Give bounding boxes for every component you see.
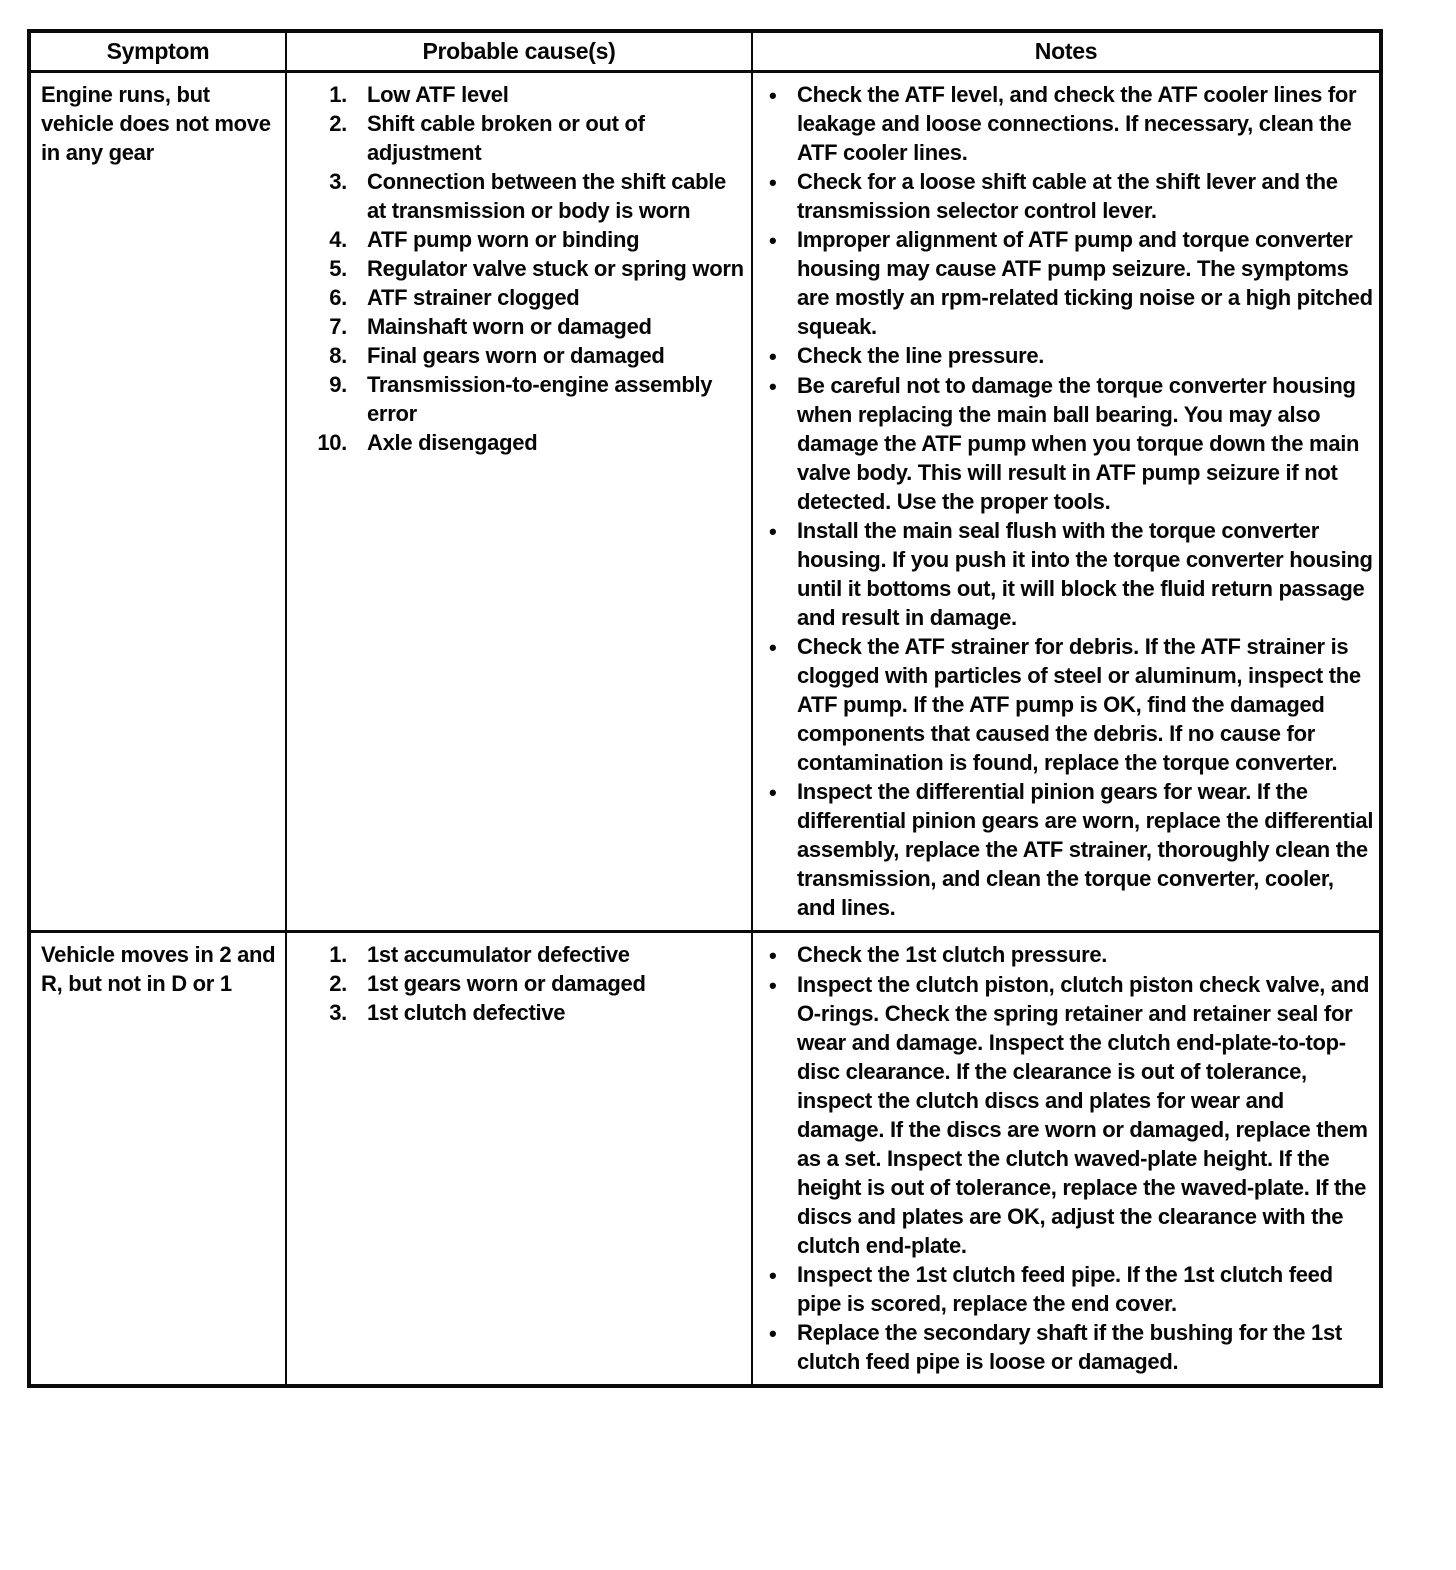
- notes-list: [769, 940, 1375, 1376]
- note-text: Check the 1st clutch pressure.: [797, 942, 1108, 967]
- cause-number: 9.: [329, 372, 347, 397]
- cause-text: Mainshaft worn or damaged: [367, 314, 652, 339]
- causes-cell: [285, 933, 751, 1384]
- bullet-icon: [769, 940, 797, 970]
- bullet-icon: [769, 516, 797, 632]
- column-header-probable-causes: Probable cause(s): [285, 33, 751, 70]
- cause-text: Final gears worn or damaged: [367, 343, 665, 368]
- bullet-icon: [769, 341, 797, 371]
- cause-number: 6.: [329, 285, 347, 310]
- cause-text: 1st accumulator defective: [367, 942, 630, 967]
- note-text: Be careful not to damage the torque converter housing when replacing the main ball bearing. You may also damage the ATF pump when you torque down the main valve body. This will result in ATF pump seizure if not detected. Use the proper tools.: [797, 373, 1360, 514]
- note-text: Check the line pressure.: [797, 343, 1045, 368]
- cause-text: ATF pump worn or binding: [367, 227, 640, 252]
- cause-number: 5.: [329, 256, 347, 281]
- cause-text: Regulator valve stuck or spring worn: [367, 256, 744, 281]
- cause-text: Low ATF level: [367, 82, 509, 107]
- cause-number: 2.: [329, 971, 347, 996]
- note-text: Improper alignment of ATF pump and torque converter housing may cause ATF pump seizure. The symptoms are mostly an rpm-related ticking noise or a high pitched squeak.: [797, 227, 1373, 339]
- cause-item: [301, 341, 745, 370]
- note-item: [769, 1260, 1375, 1318]
- bullet-icon: [769, 1318, 797, 1376]
- note-item: [769, 632, 1375, 777]
- notes-cell: [751, 73, 1379, 930]
- bullet-icon: [769, 632, 797, 777]
- cause-number: 1.: [329, 942, 347, 967]
- cause-item: [301, 428, 745, 457]
- note-text: Replace the secondary shaft if the bushing for the 1st clutch feed pipe is loose or damaged.: [797, 1320, 1342, 1374]
- note-item: [769, 167, 1375, 225]
- cause-number: 8.: [329, 343, 347, 368]
- note-item: [769, 940, 1375, 970]
- note-text: Check for a loose shift cable at the shift lever and the transmission selector control lever.: [797, 169, 1338, 223]
- bullet-icon: [769, 225, 797, 341]
- symptom-cell: [31, 933, 285, 1384]
- cause-item: [301, 940, 745, 969]
- notes-cell: [751, 933, 1379, 1384]
- cause-item: [301, 167, 745, 225]
- causes-list: [301, 940, 745, 1027]
- bullet-icon: [769, 371, 797, 516]
- cause-number: 3.: [329, 1000, 347, 1025]
- troubleshooting-table: [27, 29, 1383, 1388]
- note-text: Install the main seal flush with the torque converter housing. If you push it into the torque converter housing until it bottoms out, it will block the fluid return passage and result in damage.: [797, 518, 1373, 630]
- symptom-cell: [31, 73, 285, 930]
- bullet-icon: [769, 1260, 797, 1318]
- cause-number: 3.: [329, 169, 347, 194]
- cause-item: [301, 969, 745, 998]
- cause-item: [301, 109, 745, 167]
- cause-text: 1st gears worn or damaged: [367, 971, 646, 996]
- cause-item: [301, 80, 745, 109]
- column-header-notes: Notes: [751, 33, 1379, 70]
- cause-text: Connection between the shift cable at transmission or body is worn: [367, 169, 726, 223]
- causes-cell: [285, 73, 751, 930]
- cause-item: [301, 283, 745, 312]
- note-item: [769, 371, 1375, 516]
- note-item: [769, 777, 1375, 922]
- note-item: [769, 80, 1375, 167]
- note-text: Inspect the 1st clutch feed pipe. If the 1st clutch feed pipe is scored, replace the end cover.: [797, 1262, 1333, 1316]
- cause-text: 1st clutch defective: [367, 1000, 566, 1025]
- cause-number: 10.: [317, 430, 347, 455]
- note-text: Inspect the differential pinion gears for wear. If the differential pinion gears are worn, replace the differential assembly, replace the ATF strainer, thoroughly clean the transmission, and clean the torque converter, cooler, and lines.: [797, 779, 1374, 920]
- cause-number: 4.: [329, 227, 347, 252]
- cause-item: [301, 225, 745, 254]
- table-row: [31, 930, 1379, 1384]
- cause-item: [301, 998, 745, 1027]
- note-item: [769, 970, 1375, 1260]
- note-text: Check the ATF level, and check the ATF cooler lines for leakage and loose connections. If necessary, clean the ATF cooler lines.: [797, 82, 1357, 165]
- note-item: [769, 1318, 1375, 1376]
- cause-item: [301, 254, 745, 283]
- note-item: [769, 341, 1375, 371]
- bullet-icon: [769, 80, 797, 167]
- symptom-text: Vehicle moves in 2 and R, but not in D or 1: [41, 942, 276, 996]
- table-header-row: [31, 33, 1379, 73]
- cause-number: 7.: [329, 314, 347, 339]
- cause-number: 1.: [329, 82, 347, 107]
- cause-text: Shift cable broken or out of adjustment: [367, 111, 645, 165]
- cause-item: [301, 312, 745, 341]
- cause-text: ATF strainer clogged: [367, 285, 580, 310]
- note-item: [769, 225, 1375, 341]
- table-row: [31, 73, 1379, 930]
- note-text: Check the ATF strainer for debris. If the ATF strainer is clogged with particles of steel or aluminum, inspect the ATF pump. If the ATF pump is OK, find the damaged components that caused the debris. If no cause for contamination is found, replace the torque converter.: [797, 634, 1361, 775]
- cause-number: 2.: [329, 111, 347, 136]
- bullet-icon: [769, 167, 797, 225]
- causes-list: [301, 80, 745, 457]
- cause-text: Transmission-to-engine assembly error: [367, 372, 713, 426]
- note-text: Inspect the clutch piston, clutch piston check valve, and O-rings. Check the spring retainer and retainer seal for wear and damage. Inspect the clutch end-plate-to-top-disc clearance. If the clearance is out of tolerance, inspect the clutch discs and plates for wear and damage. If the discs are worn or damaged, replace them as a set. Inspect the clutch waved-plate height. If the height is out of tolerance, replace the waved-plate. If the discs and plates are OK, adjust the clearance with the clutch end-plate.: [797, 972, 1370, 1258]
- column-header-symptom: Symptom: [106, 38, 210, 64]
- notes-list: [769, 80, 1375, 922]
- table-body: [31, 73, 1379, 1384]
- cause-text: Axle disengaged: [367, 430, 538, 455]
- note-item: [769, 516, 1375, 632]
- bullet-icon: [769, 777, 797, 922]
- symptom-text: Engine runs, but vehicle does not move in any gear: [41, 82, 271, 165]
- cause-item: [301, 370, 745, 428]
- bullet-icon: [769, 970, 797, 1260]
